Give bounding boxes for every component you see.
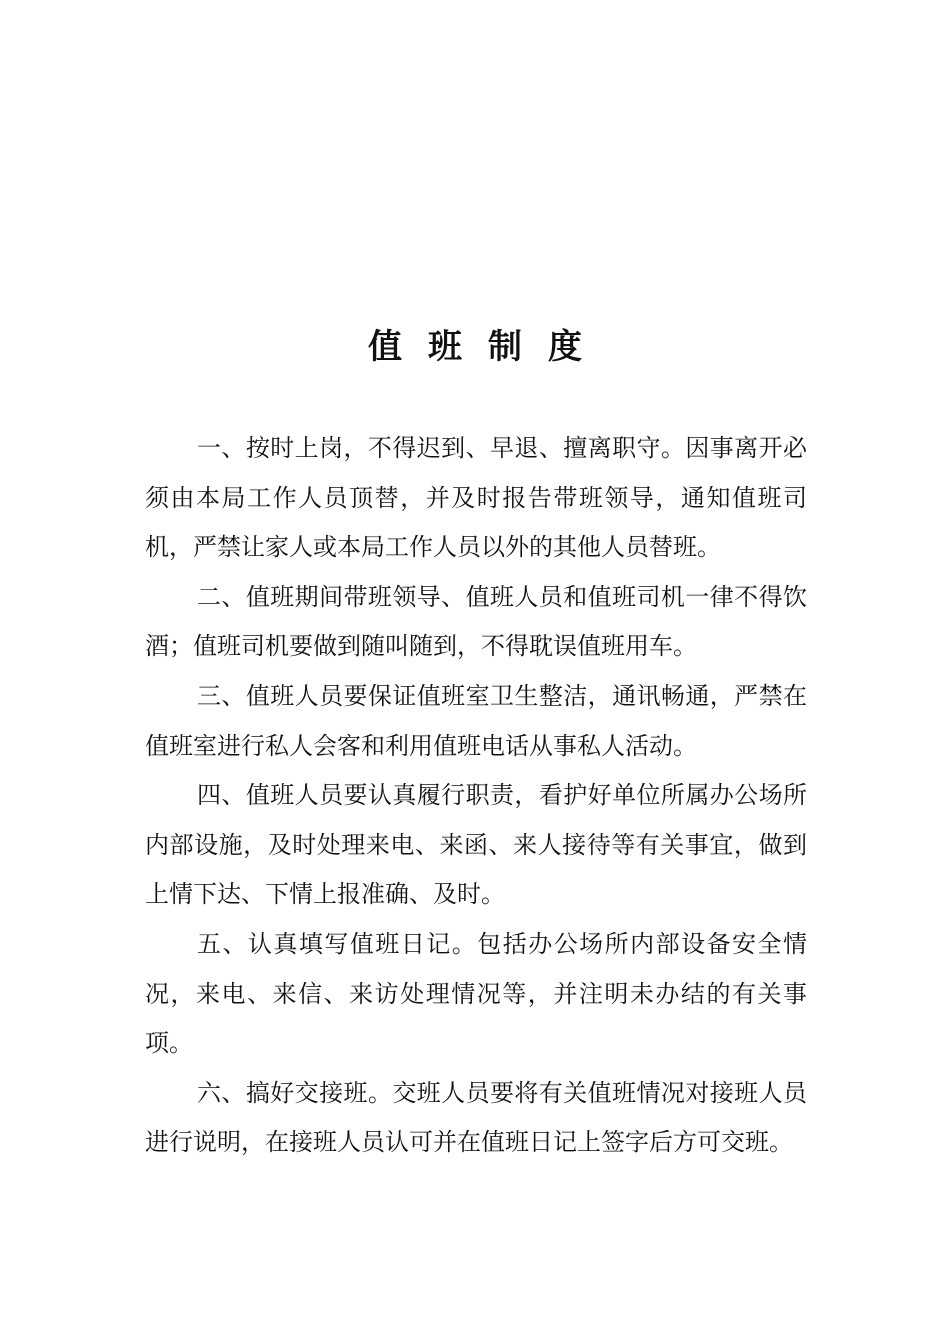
paragraph-1: 一、按时上岗，不得迟到、早退、擅离职守。因事离开必须由本局工作人员顶替，并及时报告带班领导，通知值班司机，严禁让家人或本局工作人员以外的其他人员替班。 <box>145 434 807 562</box>
paragraph-5: 五、认真填写值班日记。包括办公场所内部设备安全情况，来电、来信、来访处理情况等，并注明未办结的有关事项。 <box>145 929 807 1058</box>
paragraph-4: 四、值班人员要认真履行职责，看护好单位所属办公场所内部设施，及时处理来电、来函、来人接待等有关事宜，做到上情下达、下情上报准确、及时。 <box>145 781 807 909</box>
paragraph-3: 三、值班人员要保证值班室卫生整洁，通讯畅通，严禁在值班室进行私人会客和利用值班电话从事私人活动。 <box>145 681 807 760</box>
paragraph-6: 六、搞好交接班。交班人员要将有关值班情况对接班人员进行说明，在接班人员认可并在值班日记上签字后方可交班。 <box>145 1078 807 1157</box>
document-body <box>145 424 807 1168</box>
paragraph-2: 二、值班期间带班领导、值班人员和值班司机一律不得饮酒；值班司机要做到随叫随到，不得耽误值班用车。 <box>145 582 807 661</box>
document-title: 值班制度 <box>368 327 608 367</box>
